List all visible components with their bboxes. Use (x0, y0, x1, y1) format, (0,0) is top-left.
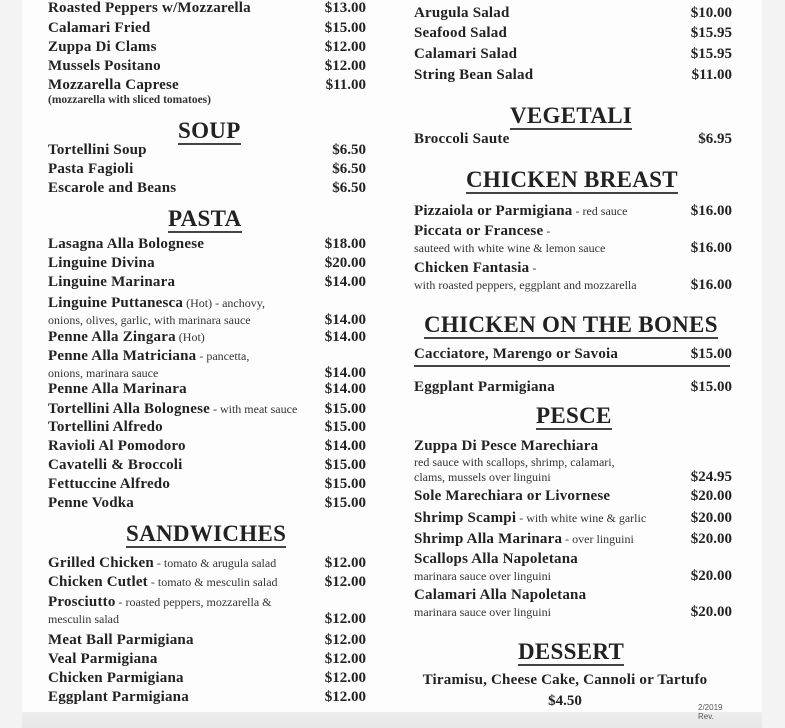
item-price: $20.00 (690, 510, 732, 526)
item-price: $6.50 (332, 180, 366, 196)
menu-item (48, 689, 366, 706)
menu-item (414, 259, 732, 294)
item-price: $12.00 (324, 632, 366, 648)
item-description: (Hot) (175, 330, 205, 344)
menu-item (48, 0, 366, 17)
menu-item (48, 236, 366, 253)
item-name: Penne Alla Marinara (48, 381, 187, 397)
item-description: with roasted peppers, eggplant and mozzarella (414, 278, 637, 292)
item-description: (Hot) - anchovy, (183, 296, 265, 310)
item-name: Veal Parmigiana (48, 651, 158, 667)
item-description: clams, mussels over linguini (414, 470, 551, 484)
menu-item (414, 438, 732, 486)
menu-item (414, 530, 732, 548)
item-description: - (529, 261, 537, 275)
item-price: $6.50 (332, 142, 366, 158)
item-name: Ravioli Al Pomodoro (48, 438, 186, 454)
item-price: $15.00 (324, 20, 366, 36)
item-price: $15.00 (324, 401, 366, 417)
item-name: Linguine Marinara (48, 274, 176, 290)
item-price: $14.00 (324, 438, 366, 454)
menu-item (48, 255, 366, 272)
item-price: $16.00 (690, 240, 732, 256)
item-name: Shrimp Alla Marinara (414, 531, 563, 547)
item-name: Eggplant Parmigiana (48, 689, 189, 705)
item-price: $6.50 (332, 161, 366, 177)
item-description: - (543, 224, 551, 238)
item-price: $20.00 (690, 604, 732, 620)
section-heading-pesce: PESCE (536, 403, 612, 428)
item-price: $16.00 (690, 277, 732, 293)
menu-item (48, 400, 366, 418)
section-heading-chicken-breast: CHICKEN BREAST (466, 167, 678, 192)
menu-item (48, 670, 366, 687)
menu-item (48, 381, 366, 398)
item-name: Zuppa Di Pesce Marechiara (414, 438, 599, 454)
item-price: $14.00 (324, 381, 366, 397)
item-price: $20.00 (690, 531, 732, 547)
item-name: Shrimp Scampi (414, 510, 517, 526)
menu-item (414, 5, 732, 22)
item-price: $20.00 (690, 568, 732, 584)
item-name: Fettuccine Alfredo (48, 476, 171, 492)
item-name: Calamari Salad (414, 46, 518, 62)
item-description: - pancetta, (196, 349, 250, 363)
menu-item (48, 142, 366, 159)
item-name: Cavatelli & Broccoli (48, 457, 183, 473)
section-heading-soup: SOUP (178, 118, 241, 143)
item-price: $14.00 (324, 274, 366, 290)
item-price: $15.00 (324, 457, 366, 473)
page-bottom-edge (22, 712, 762, 728)
item-price: $12.00 (324, 689, 366, 705)
menu-item (48, 554, 366, 572)
item-name: Linguine Divina (48, 255, 155, 271)
item-description: - tomato & arugula salad (153, 556, 277, 570)
item-name: Cacciatore, Marengo or Savoia (414, 346, 619, 362)
item-name: Tortellini Soup (48, 142, 147, 158)
menu-item (414, 587, 732, 621)
item-name: Grilled Chicken (48, 555, 154, 571)
item-name: Penne Alla Matriciana (48, 348, 197, 364)
item-name: Tortellini Alla Bolognese (48, 401, 210, 417)
item-price: $12.00 (324, 555, 366, 571)
item-price: $12.00 (324, 39, 366, 55)
menu-item (48, 58, 366, 75)
item-description: onions, marinara sauce (48, 366, 159, 380)
item-price: $6.95 (698, 131, 732, 147)
item-description: - with meat sauce (209, 402, 298, 416)
item-price: $14.00 (324, 329, 366, 345)
item-name: Meat Ball Parmigiana (48, 632, 194, 648)
section-heading-chicken-on-the-bones: CHICKEN ON THE BONES (424, 312, 718, 337)
section-heading-pasta: PASTA (168, 206, 242, 231)
item-name: Arugula Salad (414, 5, 510, 21)
menu-item (48, 77, 366, 106)
section-heading-vegetali: VEGETALI (510, 103, 633, 128)
item-description: - over linguini (562, 532, 634, 546)
item-name: Calamari Fried (48, 20, 151, 36)
item-price: $18.00 (324, 236, 366, 252)
item-price: $11.00 (691, 67, 732, 83)
item-price: $15.00 (324, 476, 366, 492)
item-description: marinara sauce over linguini (414, 605, 551, 619)
menu-item (48, 573, 366, 591)
item-price: $15.00 (324, 495, 366, 511)
item-description: - red sauce (572, 204, 628, 218)
item-name: Chicken Cutlet (48, 574, 148, 590)
item-name: Penne Alla Zingara (48, 329, 176, 345)
item-name: Broccoli Saute (414, 131, 510, 147)
menu-item (48, 20, 366, 37)
menu-item (414, 46, 732, 63)
item-price: $11.00 (325, 77, 366, 93)
item-name: Pizzaiola or Parmigiana (414, 203, 573, 219)
item-name: Mozzarella Caprese (48, 77, 179, 93)
menu-item (48, 328, 366, 346)
item-price: $15.00 (690, 346, 732, 362)
item-description: sauteed with white wine & lemon sauce (414, 241, 606, 255)
item-description: marinara sauce over linguini (414, 569, 551, 583)
section-heading-dessert: DESSERT (518, 639, 625, 664)
item-price: $12.00 (324, 670, 366, 686)
section-heading-sandwiches: SANDWICHES (126, 521, 287, 546)
item-price: $14.00 (324, 312, 366, 328)
item-price: $15.95 (690, 46, 732, 62)
item-name: Prosciutto (48, 594, 116, 610)
item-name: Tortellini Alfredo (48, 419, 163, 435)
item-name: Chicken Parmigiana (48, 670, 184, 686)
item-name: Linguine Puttanesca (48, 295, 184, 311)
divider-line (414, 365, 730, 367)
menu-item (414, 67, 732, 84)
item-name: Scallops Alla Napoletana (414, 551, 578, 567)
item-price: $20.00 (324, 255, 366, 271)
dessert-items (406, 672, 724, 689)
item-description: onions, olives, garlic, with marinara sauce (48, 313, 251, 327)
item-price: $10.00 (690, 5, 732, 21)
item-name: Escarole and Beans (48, 180, 177, 196)
item-price: $16.00 (690, 203, 732, 219)
menu-item (48, 294, 366, 329)
item-name: String Bean Salad (414, 67, 534, 83)
item-name: Zuppa Di Clams (48, 39, 157, 55)
item-name: Piccata or Francese (414, 223, 544, 239)
item-name: Sole Marechiara or Livornese (414, 488, 611, 504)
menu-item (414, 509, 732, 527)
menu-item (48, 419, 366, 436)
item-price: $15.00 (324, 419, 366, 435)
item-price: $12.00 (324, 651, 366, 667)
item-description: (mozzarella with sliced tomatoes) (48, 94, 211, 106)
item-name: Roasted Peppers w/Mozzarella (48, 0, 251, 16)
item-description: mesculin salad (48, 612, 119, 626)
menu-item (48, 457, 366, 474)
item-name: Seafood Salad (414, 25, 508, 41)
item-name: Eggplant Parmigiana (414, 379, 555, 395)
menu-item (48, 495, 366, 512)
menu-item (414, 222, 732, 257)
item-price: $4.50 (548, 693, 582, 709)
item-price: $24.95 (690, 469, 732, 485)
item-price: $20.00 (690, 488, 732, 504)
item-name: Lasagna Alla Bolognese (48, 236, 205, 252)
item-name: Tiramisu, Cheese Cake, Cannoli or Tartufo (422, 672, 708, 688)
menu-item (48, 347, 366, 382)
revision-note: 2/2019 Rev. (698, 703, 723, 721)
menu-item (48, 651, 366, 668)
menu-item (48, 161, 366, 178)
item-description: - roasted peppers, mozzarella & (115, 595, 272, 609)
menu-item (48, 632, 366, 649)
item-price: $12.00 (324, 574, 366, 590)
item-name: Pasta Fagioli (48, 161, 134, 177)
item-name: Calamari Alla Napoletana (414, 587, 587, 603)
item-description: - tomato & mesculin salad (147, 575, 278, 589)
menu-item (48, 438, 366, 455)
item-name: Chicken Fantasia (414, 260, 530, 276)
menu-item (414, 131, 732, 148)
menu-item (48, 274, 366, 291)
menu-item (48, 39, 366, 56)
item-name: Penne Vodka (48, 495, 134, 511)
item-description: - with white wine & garlic (516, 511, 647, 525)
item-price: $12.00 (324, 58, 366, 74)
item-price: $13.00 (324, 0, 366, 16)
item-description: red sauce with scallops, shrimp, calamari, (414, 455, 615, 469)
item-price: $15.95 (690, 25, 732, 41)
item-price: $15.00 (690, 379, 732, 395)
menu-item (414, 379, 732, 396)
item-price: $14.00 (324, 365, 366, 381)
dessert-price (406, 692, 724, 710)
menu-item (48, 180, 366, 197)
menu-item (414, 25, 732, 42)
item-name: Mussels Positano (48, 58, 161, 74)
menu-item (414, 488, 732, 505)
menu-item (48, 593, 366, 628)
menu-item (414, 551, 732, 585)
menu-item (414, 346, 732, 363)
item-price: $12.00 (324, 611, 366, 627)
menu-item (48, 476, 366, 493)
menu-item (414, 202, 732, 220)
